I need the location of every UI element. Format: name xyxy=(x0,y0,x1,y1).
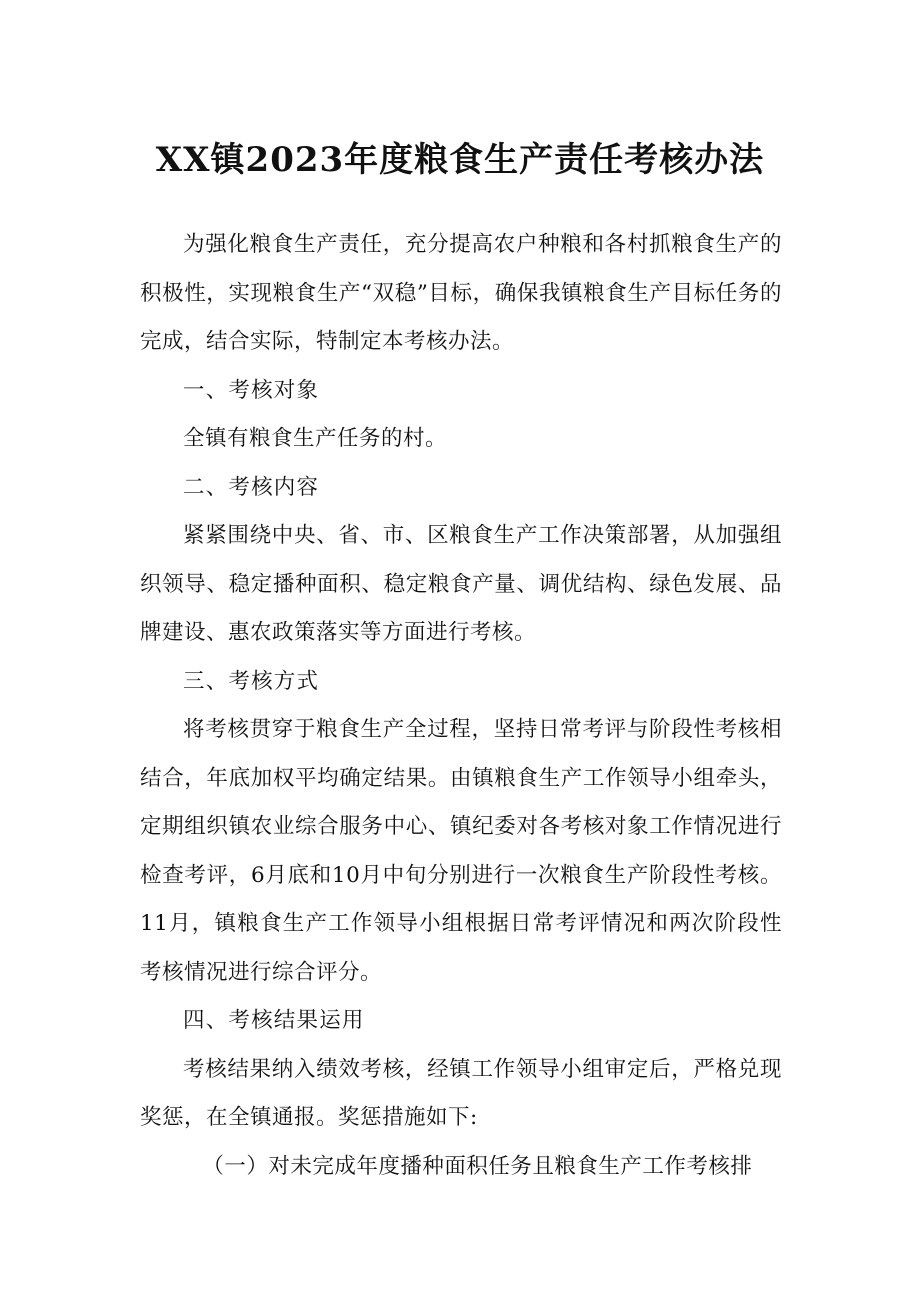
section-heading-2: 二、考核内容 xyxy=(183,474,320,500)
section-2-paragraph: 紧紧围绕中央、省、市、区粮食生产工作决策部署，从加强组织领导、稳定播种面积、稳定粮食产量、调优结构、绿色发展、品牌建设、惠农政策落实等方面进行考核。 xyxy=(140,523,782,645)
section-heading-1: 一、考核对象 xyxy=(183,377,320,403)
section-heading-3: 三、考核方式 xyxy=(183,668,320,694)
document-title: XX镇2023年度粮食生产责任考核办法 xyxy=(155,140,765,180)
section-3-paragraph: 将考核贯穿于粮食生产全过程，坚持日常考评与阶段性考核相结合，年底加权平均确定结果。由镇粮食生产工作领导小组牵头，定期组织镇农业综合服务中心、镇纪委对各考核对象工作情况进行检查考评，6月底和10月中旬分别进行一次粮食生产阶段性考核。11月，镇粮食生产工作领导小组根据日常考评情况和两次阶段性考核情况进行综合评分。 xyxy=(140,717,782,985)
list-item-1: （一）对未完成年度播种面积任务且粮食生产工作考核排 xyxy=(202,1153,753,1179)
section-4-paragraph: 考核结果纳入绩效考核，经镇工作领导小组审定后，严格兑现奖惩，在全镇通报。奖惩措施如下: xyxy=(140,1056,782,1130)
section-1-paragraph: 全镇有粮食生产任务的村。 xyxy=(183,426,448,451)
section-heading-4: 四、考核结果运用 xyxy=(183,1008,365,1033)
document-body xyxy=(140,221,782,1191)
intro-paragraph: 为强化粮食生产责任，充分提高农户种粮和各村抓粮食生产的积极性，实现粮食生产“双稳”目标，确保我镇粮食生产目标任务的完成，结合实际，特制定本考核办法。 xyxy=(140,232,782,354)
